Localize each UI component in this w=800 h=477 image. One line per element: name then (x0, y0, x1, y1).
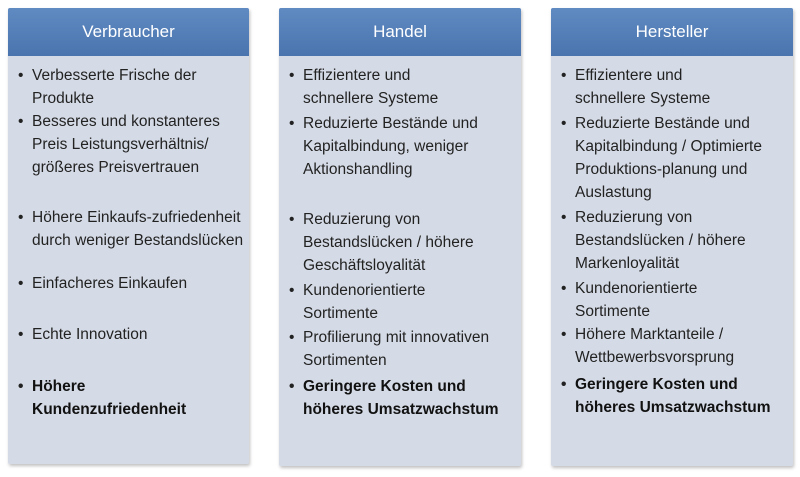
column-title: Verbraucher (8, 8, 249, 56)
list-item: • Reduzierung von Bestandslücken / höhere Markenloyalität (561, 206, 789, 275)
list-item: • Effizientere und schnellere Systeme (289, 64, 461, 110)
list-item-highlight: • Geringere Kosten und höheres Umsatzwachstum (289, 375, 501, 421)
list-item: • Reduzierte Bestände und Kapitalbindung, weniger Aktionshandling (289, 112, 517, 181)
list-item: • Reduzierung von Bestandslücken / höhere Geschäftsloyalität (289, 208, 517, 277)
list-item: • Kundenorientierte Sortimente (561, 277, 753, 323)
list-item: • Verbesserte Frische der Produkte (18, 64, 245, 110)
list-item: • Höhere Einkaufs-zufriedenheit durch weniger Bestandslücken (18, 206, 245, 252)
column-handel (279, 8, 521, 466)
column-title: Hersteller (551, 8, 793, 56)
list-item: • Einfacheres Einkaufen (18, 272, 245, 295)
list-item: • Höhere Marktanteile / Wettbewerbsvorsprung (561, 323, 789, 369)
list-item: • Kundenorientierte Sortimente (289, 279, 481, 325)
list-item: • Effizientere und schnellere Systeme (561, 64, 733, 110)
list-item: • Besseres und konstanteres Preis Leistungsverhältnis/ größeres Preisvertrauen (18, 110, 245, 179)
list-item-highlight: • Geringere Kosten und höheres Umsatzwachstum (561, 373, 773, 419)
list-item-highlight: • Höhere Kundenzufriedenheit (18, 375, 209, 421)
list-item: • Profilierung mit innovativen Sortimenten (289, 326, 517, 372)
column-verbraucher (8, 8, 249, 464)
list-item: • Echte Innovation (18, 323, 245, 346)
column-title: Handel (279, 8, 521, 56)
column-hersteller (551, 8, 793, 466)
list-item: • Reduzierte Bestände und Kapitalbindung / Optimierte Produktions-planung und Auslastung (561, 112, 789, 204)
